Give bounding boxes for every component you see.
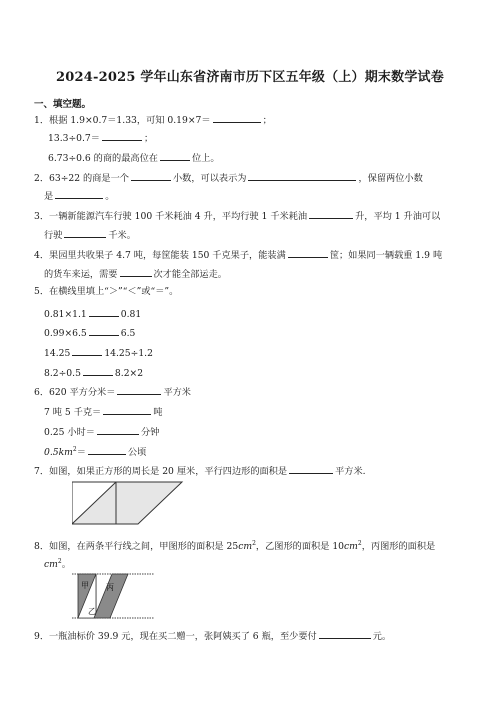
answer-blank[interactable] [248, 170, 356, 181]
q5-row-4: 8.2÷0.5 8.2×2 [44, 365, 143, 380]
q8-line-2: $cm^2$。 [44, 558, 71, 571]
answer-blank[interactable] [309, 208, 353, 219]
answer-blank[interactable] [288, 247, 328, 258]
answer-blank[interactable] [64, 227, 106, 238]
q1-line-b: 13.3÷0.7＝ ； [48, 130, 153, 145]
q9-line: 9．一瓶油标价 39.9 元，现在买二赠一，张阿姨买了 6 瓶，至少要付 元。 [34, 628, 391, 643]
answer-blank[interactable] [120, 266, 152, 277]
q6-row-3: 0.25 小时＝ 分钟 [44, 424, 159, 439]
q6-row-2: 7 吨 5 千克＝ 吨 [44, 404, 162, 419]
answer-blank[interactable] [103, 404, 151, 415]
q1-line-c: 6.73÷0.6 的商的最高位在 位上。 [48, 150, 220, 165]
q2-line-1: 2．63÷22 的商是一个 小数，可以表示为 ，保留两位小数 [34, 170, 423, 185]
label-bing: 丙 [106, 583, 114, 592]
answer-blank[interactable] [102, 130, 142, 141]
q3-line-1: 3．一辆新能源汽车行驶 100 千米耗油 4 升，平均行驶 1 千米耗油 升，平均 1 升油可以 [34, 208, 440, 223]
parallelogram-shading [72, 482, 182, 524]
q5-row-1: 0.81×1.1 0.81 [44, 306, 141, 321]
q6-row-1: 6．620 平方分米＝ 平方米 [34, 384, 191, 399]
answer-blank[interactable] [89, 306, 119, 317]
answer-blank[interactable] [72, 345, 102, 356]
q1-line-a: 1．根据 1.9×0.7＝1.33，可知 0.19×7＝ ； [34, 112, 272, 127]
q7-diagram [72, 480, 184, 526]
answer-blank[interactable] [319, 628, 371, 639]
q5-row-2: 0.99×6.5 6.5 [44, 325, 135, 340]
answer-blank[interactable] [160, 150, 190, 161]
shape-bing [94, 574, 128, 618]
answer-blank[interactable] [55, 188, 103, 199]
q3-line-2: 行驶 千米。 [44, 227, 136, 242]
q7-line: 7．如图，如果正方形的周长是 20 厘米，平行四边形的面积是 平方米. [34, 463, 366, 478]
q4-line-2: 的货车来运，需要 次才能全部运走。 [44, 266, 227, 281]
q8-line-1: 8．如图，在两条平行线之间，甲图形的面积是 $25cm^2$，乙图形的面积是 $10cm^2$，丙图形的面积是 [34, 540, 436, 553]
parallel-lines-figure [72, 572, 156, 620]
label-jia: 甲 [81, 581, 89, 590]
answer-blank[interactable] [131, 170, 171, 181]
answer-blank[interactable] [97, 424, 139, 435]
answer-blank[interactable] [289, 463, 333, 474]
q5-stem: 5．在横线里填上“＞”“＜”或“＝”。 [34, 286, 179, 297]
answer-blank[interactable] [117, 384, 161, 395]
q6-row-4: $0.5km^2=$ 公顷 [44, 446, 147, 459]
square-parallelogram-figure [72, 480, 184, 526]
answer-blank[interactable] [88, 444, 126, 455]
page-title: 2024-2025 学年山东省济南市历下区五年级（上）期末数学试卷 [56, 70, 444, 85]
q4-line-1: 4．果园里共收果子 4.7 吨，每筐能装 150 千克果子，能装满 筐；如果同一辆载重 1.9 吨 [34, 247, 442, 262]
answer-blank[interactable] [89, 325, 119, 336]
q8-diagram [72, 572, 156, 620]
label-yi: 乙 [88, 607, 96, 616]
answer-blank[interactable] [213, 112, 261, 123]
q2-line-2: 是 。 [44, 188, 114, 203]
q5-row-3: 14.25 14.25÷1.2 [44, 345, 153, 360]
section-heading: 一、填空题。 [34, 99, 92, 110]
answer-blank[interactable] [83, 365, 113, 376]
